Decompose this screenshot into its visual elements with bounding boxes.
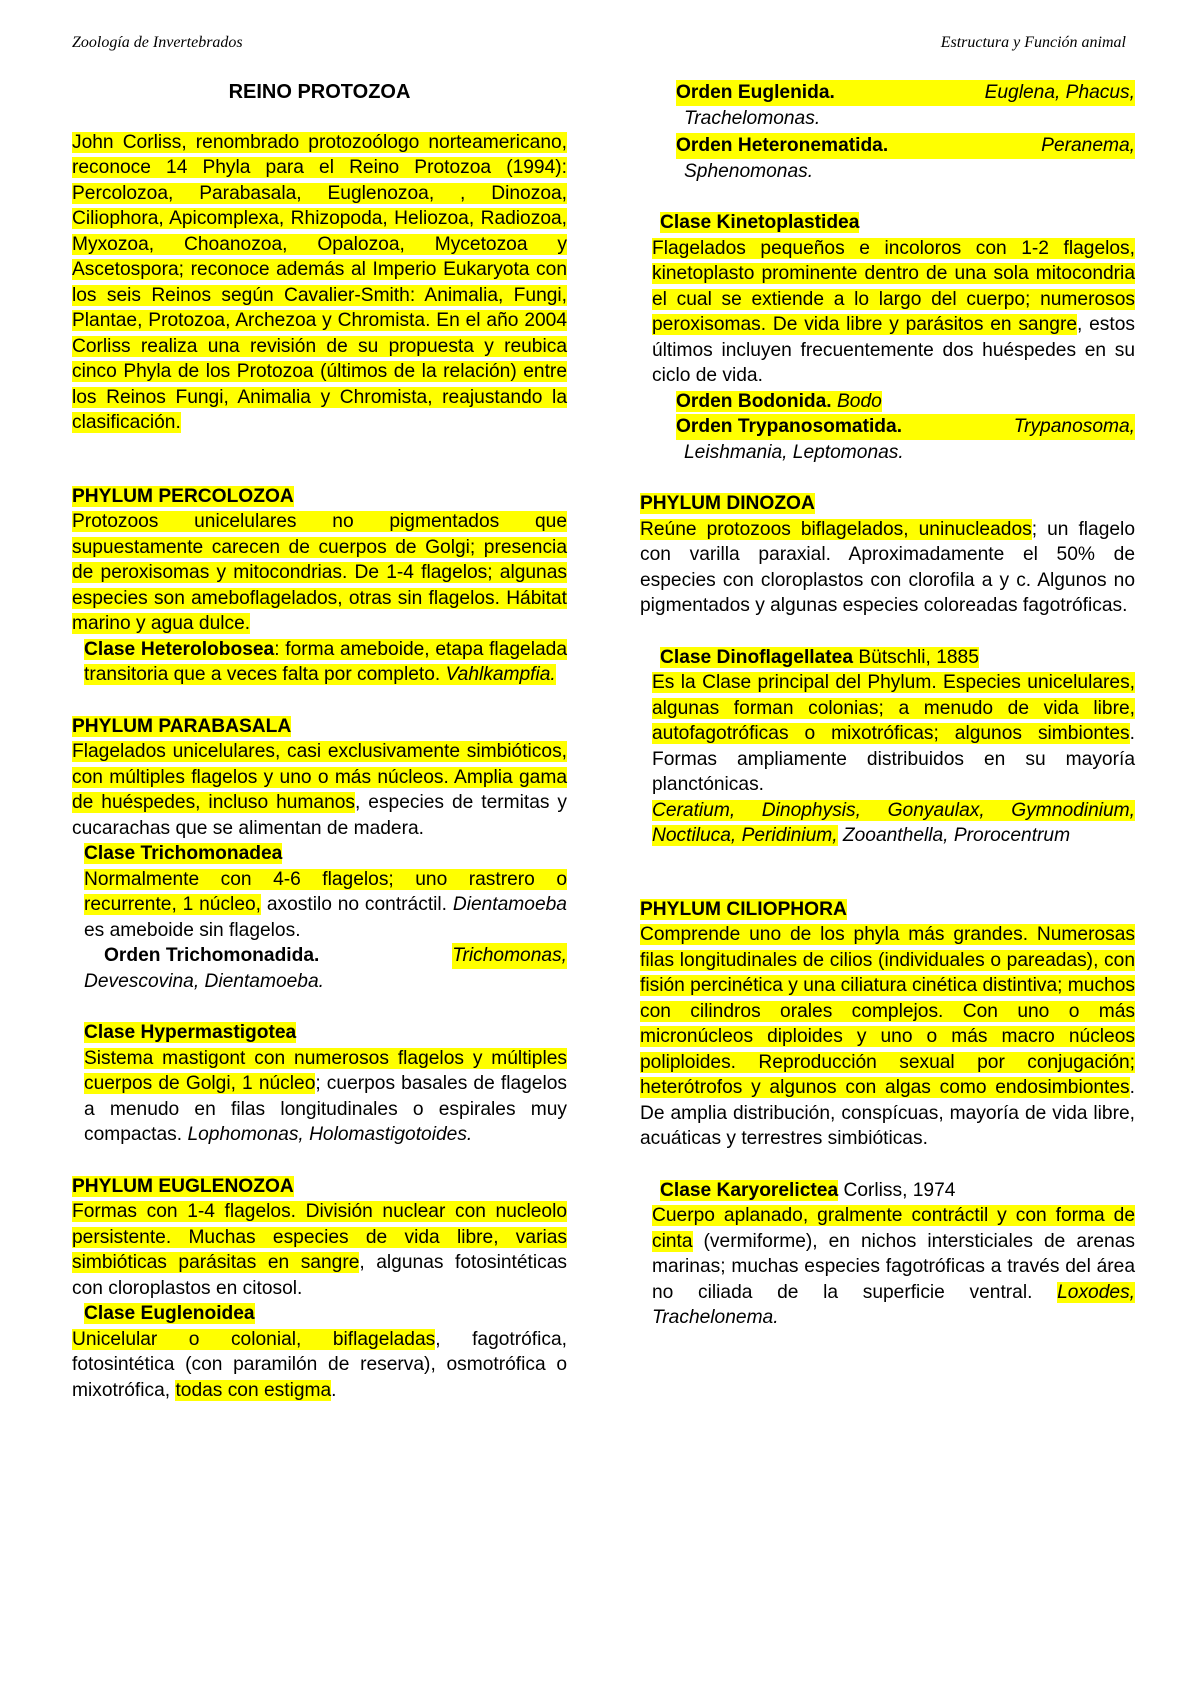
euglenoidea-text: Unicelular o colonial, biflageladas, fagotrófica, fotosintética (con paramilón de reserva), osmotrófica o mixotrófica, todas con estigma. [72, 1328, 567, 1401]
karyorelictea-heading: Clase Karyorelictea Corliss, 1974 [660, 1179, 956, 1201]
heteronematida-order: Orden Heteronematida. Peranema, Sphenomonas. [676, 135, 1135, 182]
dinoflagellatea-text: Es la Clase principal del Phylum. Especies unicelulares, algunas forman colonias; a menudo de vida libre, autofagotróficas o mixotróficas; algunos simbiontes. Formas ampliamente distribuidos en su mayoría planctónicas. [652, 672, 1135, 795]
euglenoidea-heading: Clase Euglenoidea [84, 1303, 255, 1324]
percolozoa-heading: PHYLUM PERCOLOZOA [72, 485, 294, 507]
hypermastigotea-text: Sistema mastigont con numerosos flagelos y múltiples cuerpos de Golgi, 1 núcleo; cuerpos basales de flagelos a menudo en filas longitudinales o espirales muy compactas. Lophomonas, Holomastigotoides. [84, 1047, 568, 1145]
header-left: Zoología de Invertebrados [72, 34, 243, 51]
parabasala-text: Flagelados unicelulares, casi exclusivamente simbióticos, con múltiples flagelos y uno o más núcleos. Amplia gama de huéspedes, incluso humanos, especies de termitas y cucarachas que se alimentan de madera. [72, 741, 567, 839]
trichomonadea-text: Normalmente con 4-6 flagelos; uno rastrero o recurrente, 1 núcleo, axostilo no contráctil. Dientamoeba es ameboide sin flagelos. [84, 868, 567, 941]
parabasala-heading: PHYLUM PARABASALA [72, 715, 292, 737]
dinoflagellatea-genera: Ceratium, Dinophysis, Gonyaulax, Gymnodinium, Noctiluca, Peridinium, Zooanthella, Prorocentrum [652, 799, 1135, 846]
euglenozoa-text: Formas con 1-4 flagelos. División nuclear con nucleolo persistente. Muchas especies de vida libre, varias simbióticas parásitas en sangre, algunas fotosintéticas con cloroplastos en citosol. [72, 1201, 567, 1299]
page-title: REINO PROTOZOA [228, 81, 411, 103]
ciliophora-heading: PHYLUM CILIOPHORA [640, 898, 847, 920]
euglenozoa-heading: PHYLUM EUGLENOZOA [72, 1175, 294, 1197]
heterolobosea-paragraph: Clase Heterolobosea: forma ameboide, etapa flagelada transitoria que a veces falta por completo. Vahlkampfia. [84, 638, 567, 685]
trichomonadea-heading: Clase Trichomonadea [84, 843, 283, 864]
kinetoplastidea-heading: Clase Kinetoplastidea [660, 212, 860, 233]
kinetoplastidea-text: Flagelados pequeños e incoloros con 1-2 flagelos, kinetoplasto prominente dentro de una sola mitocondria el cual se extiende a lo largo del cuerpo; numerosos peroxisomas. De vida libre y parásitos en sangre, estos últimos incluyen frecuentemente dos huéspedes en su ciclo de vida. [652, 237, 1135, 386]
hypermastigotea-heading: Clase Hypermastigotea [84, 1022, 297, 1043]
dinoflagellatea-heading: Clase Dinoflagellatea Bütschli, 1885 [660, 646, 979, 668]
dinozoa-text: Reúne protozoos biflagelados, uninucleados; un flagelo con varilla paraxial. Aproximadamente el 50% de especies con cloroplastos con clorofila a y c. Algunos no pigmentados y algunas especies coloreadas fagotróficas. [640, 518, 1135, 616]
trypanosomatida-order: Orden Trypanosomatida. Trypanosoma, Leishmania, Leptomonas. [676, 416, 1135, 463]
dinozoa-heading: PHYLUM DINOZOA [640, 493, 815, 514]
ciliophora-text: Comprende uno de los phyla más grandes. Numerosas filas longitudinales de cilios (individuales o pareadas), con fisión percinética y una ciliatura cinética distintiva; muchos con cilindros orales complejos. Con uno o más micronúcleos diploides y uno o más macro núcleos poliploides. Reproducción sexual por conjugación; heterótrofos y algunos con algas como endosimbiontes. De amplia distribución, conspícuas, mayoría de vida libre, acuáticas y terrestres simbióticas. [640, 924, 1135, 1149]
bodonida-order: Orden Bodonida. Bodo [676, 390, 882, 412]
intro-text: John Corliss, renombrado protozoólogo norteamericano, reconoce 14 Phyla para el Reino Protozoa (1994): Percolozoa, Parabasala, Euglenozoa, , Dinozoa, Ciliophora, Apicomplexa, Rhizopoda, Heliozoa, Radiozoa, Myxozoa, Choanozoa, Opalozoa, Mycetozoa y Ascetospora; reconoce además al Imperio Eukaryota con los seis Reinos según Cavalier-Smith: Animalia, Fungi, Plantae, Protozoa, Archezoa y Chromista. En el año 2004 Corliss realiza una revisión de su propuesta y reubica cinco Phyla de los Protozoa (últimos de la relación) entre los Reinos Fungi, Animalia y Chromista, reajustando la clasificación. [72, 131, 567, 433]
euglenida-order: Orden Euglenida. Euglena, Phacus, Trachelomonas. [676, 82, 1135, 129]
right-column [640, 80, 1135, 1331]
trichomonadida-order: Orden Trichomonadida. Trichomonas, Devescovina, Dientamoeba. [84, 945, 567, 992]
karyorelictea-text: Cuerpo aplanado, gralmente contráctil y con forma de cinta (vermiforme), en nichos intersticiales de arenas marinas; muchas especies fagotróficas a través del área no ciliada de la superficie ventral. Loxodes, Trachelonema. [652, 1205, 1135, 1328]
header-right: Estructura y Función animal [940, 34, 1126, 51]
intro-paragraph [72, 130, 567, 436]
heterolobosea-name: Clase Heterolobosea [84, 638, 275, 660]
left-column [72, 80, 567, 1403]
percolozoa-text: Protozoos unicelulares no pigmentados que supuestamente carecen de cuerpos de Golgi; presencia de peroxisomas y mitocondrias. De 1-4 flagelos; algunas especies son ameboflagelados, otras sin flagelos. Hábitat marino y agua dulce. [72, 511, 567, 634]
